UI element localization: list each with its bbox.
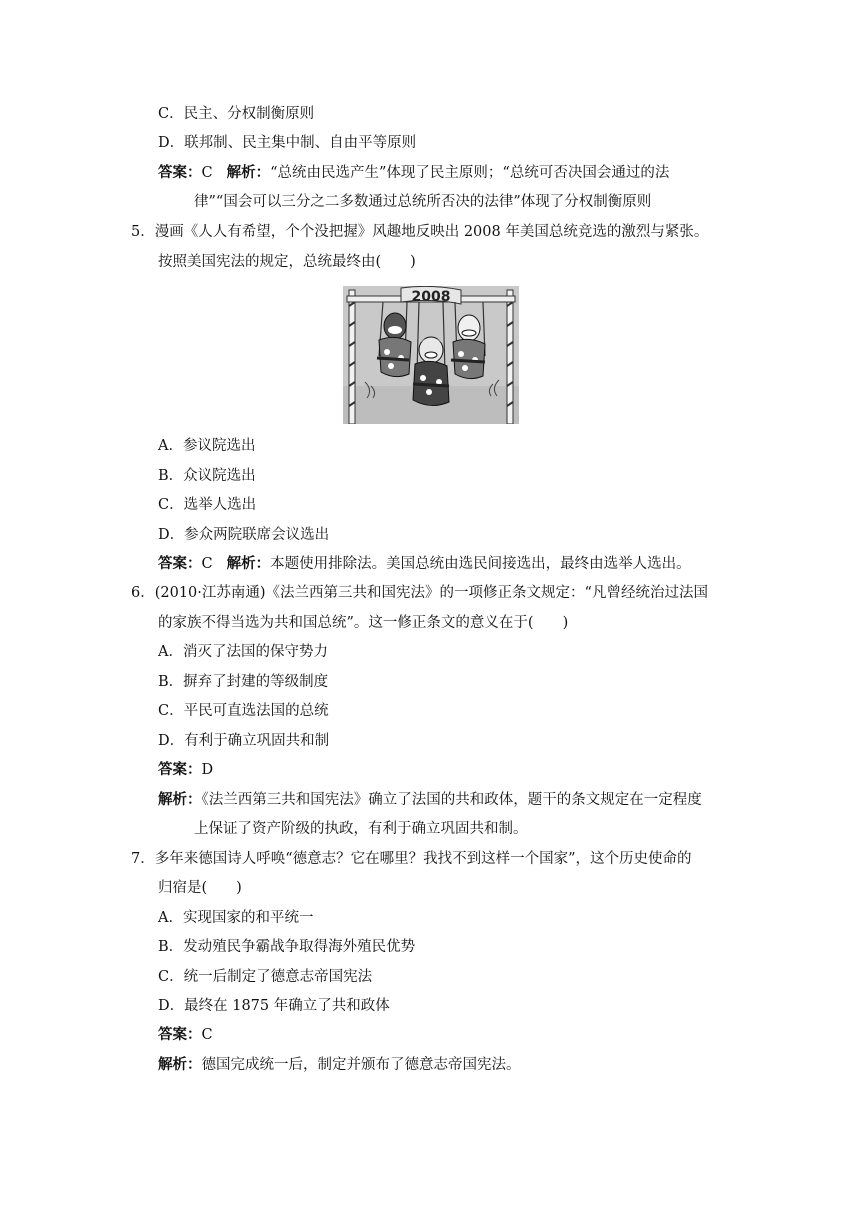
cartoon-banner-text: 2008 bbox=[411, 289, 451, 305]
answer-value: C bbox=[201, 1027, 213, 1043]
q6-analysis-continued: 上保证了资产阶级的执政，有利于确立巩固共和制。 bbox=[194, 821, 528, 837]
analysis-text: “总统由民选产生”体现了民主原则；“总统可否决国会通过的法 bbox=[270, 165, 670, 181]
q4-answer bbox=[158, 163, 669, 183]
q7-stem-continued: 归宿是( ) bbox=[158, 880, 242, 896]
q6-stem: 6．(2010·江苏南通)《法兰西第三共和国宪法》的一项修正条文规定：“凡曾经统治过法国 bbox=[131, 585, 708, 601]
analysis-label: 解析： bbox=[158, 791, 202, 808]
q7-option-c: C．统一后制定了德意志帝国宪法 bbox=[158, 969, 373, 985]
q5-option-a: A．参议院选出 bbox=[158, 438, 256, 454]
analysis-text: 德国完成统一后，制定并颁布了德意志帝国宪法。 bbox=[201, 1057, 521, 1073]
q7-option-d: D．最终在 1875 年确立了共和政体 bbox=[158, 998, 390, 1014]
answer-value: C bbox=[201, 556, 213, 572]
q5-option-c: C．选举人选出 bbox=[158, 497, 257, 513]
q6-answer bbox=[158, 760, 213, 780]
answer-label: 答案： bbox=[158, 761, 202, 778]
answer-value: C bbox=[201, 165, 213, 181]
q4-analysis-continued: 律”“国会可以三分之二多数通过总统所否决的法律”体现了分权制衡原则 bbox=[194, 194, 652, 210]
q4-option-d: D．联邦制、民主集中制、自由平等原则 bbox=[158, 135, 417, 151]
q6-option-d: D．有利于确立巩固共和制 bbox=[158, 733, 330, 749]
q7-option-b: B．发动殖民争霸战争取得海外殖民优势 bbox=[158, 939, 416, 955]
q5-option-b: B．众议院选出 bbox=[158, 468, 256, 484]
analysis-label: 解析： bbox=[158, 1056, 202, 1073]
q7-answer bbox=[158, 1025, 213, 1045]
election-cartoon bbox=[343, 286, 519, 424]
analysis-text: 本题使用排除法。美国总统由选民间接选出，最终由选举人选出。 bbox=[270, 556, 691, 572]
answer-label: 答案： bbox=[158, 555, 202, 572]
q4-option-c: C．民主、分权制衡原则 bbox=[158, 106, 315, 122]
q5-answer bbox=[158, 554, 691, 574]
q5-stem: 5．漫画《人人有希望，个个没把握》风趣地反映出 2008 年美国总统竞选的激烈与紧张。 bbox=[131, 224, 709, 240]
q6-option-c: C．平民可直选法国的总统 bbox=[158, 703, 329, 719]
q6-analysis bbox=[158, 790, 702, 810]
analysis-label: 解析： bbox=[226, 164, 271, 181]
q5-stem-continued: 按照美国宪法的规定，总统最终由( ) bbox=[158, 254, 416, 270]
q6-option-a: A．消灭了法国的保守势力 bbox=[158, 644, 328, 660]
q7-analysis bbox=[158, 1055, 521, 1075]
q5-option-d: D．参众两院联席会议选出 bbox=[158, 527, 330, 543]
q6-option-b: B．摒弃了封建的等级制度 bbox=[158, 674, 329, 690]
q6-stem-continued: 的家族不得当选为共和国总统”。这一修正条文的意义在于( ) bbox=[158, 615, 569, 631]
analysis-label: 解析： bbox=[226, 555, 271, 572]
analysis-text: 《法兰西第三共和国宪法》确立了法国的共和政体，题干的条文规定在一定程度 bbox=[201, 792, 702, 808]
q7-stem: 7．多年来德国诗人呼唤“德意志？它在哪里？我找不到这样一个国家”，这个历史使命的 bbox=[131, 851, 692, 867]
q7-option-a: A．实现国家的和平统一 bbox=[158, 910, 314, 926]
answer-label: 答案： bbox=[158, 164, 202, 181]
answer-label: 答案： bbox=[158, 1026, 202, 1043]
answer-value: D bbox=[201, 762, 214, 778]
